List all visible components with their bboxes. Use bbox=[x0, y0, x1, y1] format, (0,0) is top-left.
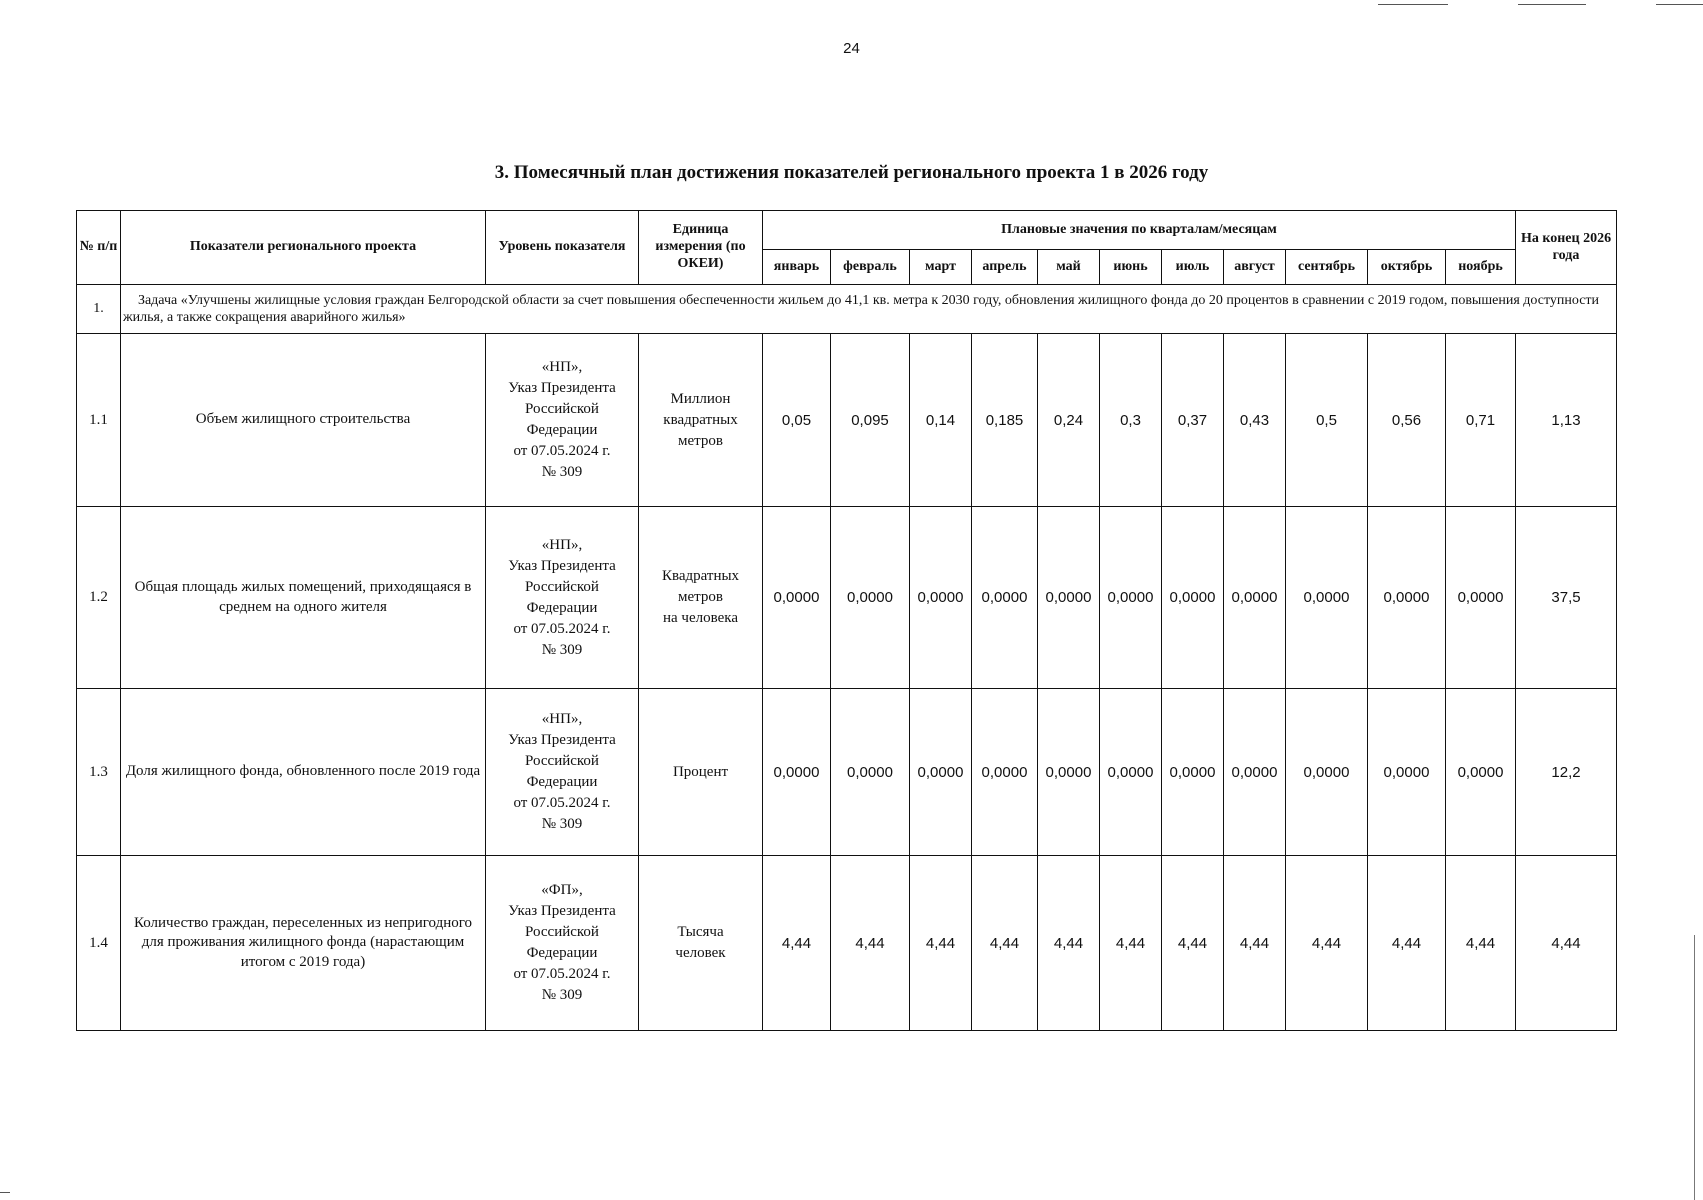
unit-line: Миллион bbox=[670, 390, 731, 407]
table-body bbox=[77, 285, 1617, 1031]
month-value: 0,0000 bbox=[1446, 689, 1516, 856]
header-month: февраль bbox=[831, 250, 910, 285]
table-row bbox=[77, 689, 1617, 856]
month-value: 0,0000 bbox=[972, 689, 1038, 856]
end-of-year-value: 4,44 bbox=[1516, 856, 1617, 1031]
level-line: Указ Президента bbox=[508, 903, 616, 919]
month-value: 0,0000 bbox=[763, 689, 831, 856]
indicator-level bbox=[486, 689, 639, 856]
indicator-unit bbox=[639, 689, 763, 856]
month-value: 0,0000 bbox=[1446, 507, 1516, 689]
month-value: 4,44 bbox=[1446, 856, 1516, 1031]
level-line: Федерации bbox=[526, 422, 598, 438]
month-value: 0,0000 bbox=[1038, 507, 1100, 689]
month-value: 4,44 bbox=[831, 856, 910, 1031]
month-value: 0,05 bbox=[763, 334, 831, 507]
header-month: март bbox=[910, 250, 972, 285]
month-value: 4,44 bbox=[1100, 856, 1162, 1031]
header-num: № п/п bbox=[77, 211, 121, 285]
header-month: октябрь bbox=[1368, 250, 1446, 285]
level-line: от 07.05.2024 г. bbox=[513, 795, 611, 811]
level-line: от 07.05.2024 г. bbox=[513, 443, 611, 459]
header-month: август bbox=[1224, 250, 1286, 285]
level-line: Российской bbox=[525, 578, 599, 595]
indicator-name: Общая площадь жилых помещений, приходящаяся в среднем на одного жителя bbox=[121, 507, 486, 689]
header-month: июнь bbox=[1100, 250, 1162, 285]
indicator-unit bbox=[639, 334, 763, 507]
month-value: 0,56 bbox=[1368, 334, 1446, 507]
unit-line: на человека bbox=[663, 610, 738, 626]
month-value: 0,0000 bbox=[763, 507, 831, 689]
level-line: Российской bbox=[525, 924, 599, 940]
monthly-plan-table bbox=[76, 210, 1617, 1031]
month-value: 4,44 bbox=[1368, 856, 1446, 1031]
month-value: 4,44 bbox=[1286, 856, 1368, 1031]
indicator-level bbox=[486, 507, 639, 689]
indicator-unit bbox=[639, 856, 763, 1031]
month-value: 4,44 bbox=[763, 856, 831, 1031]
month-value: 0,0000 bbox=[1224, 689, 1286, 856]
month-value: 0,5 bbox=[1286, 334, 1368, 507]
end-of-year-value: 37,5 bbox=[1516, 507, 1617, 689]
header-month: июль bbox=[1162, 250, 1224, 285]
page-number: 24 bbox=[843, 40, 860, 57]
level-line: № 309 bbox=[541, 816, 583, 832]
unit-line: Квадратных bbox=[661, 568, 740, 584]
level-line: Указ Президента bbox=[508, 557, 616, 574]
level-line: Федерации bbox=[526, 945, 598, 961]
month-value: 0,0000 bbox=[1162, 689, 1224, 856]
unit-line: Тысяча bbox=[677, 924, 724, 940]
month-value: 0,0000 bbox=[910, 689, 972, 856]
month-value: 0,0000 bbox=[1368, 507, 1446, 689]
top-rule-1 bbox=[1378, 4, 1448, 5]
level-line: Российской bbox=[525, 401, 599, 417]
unit-line: квадратных bbox=[663, 411, 738, 428]
month-value: 4,44 bbox=[1038, 856, 1100, 1031]
header-month: ноябрь bbox=[1446, 250, 1516, 285]
unit-line: метров bbox=[678, 432, 723, 449]
level-line: № 309 bbox=[541, 641, 583, 658]
month-value: 0,3 bbox=[1100, 334, 1162, 507]
top-rule-2 bbox=[1518, 4, 1586, 5]
level-line: № 309 bbox=[541, 464, 583, 480]
month-value: 0,0000 bbox=[1100, 689, 1162, 856]
month-value: 0,0000 bbox=[1224, 507, 1286, 689]
end-of-year-value: 12,2 bbox=[1516, 689, 1617, 856]
level-line: от 07.05.2024 г. bbox=[513, 620, 611, 637]
month-value: 0,14 bbox=[910, 334, 972, 507]
month-value: 0,0000 bbox=[1100, 507, 1162, 689]
row-number: 1.2 bbox=[77, 507, 121, 689]
top-rule-3 bbox=[1656, 4, 1703, 5]
indicator-name: Доля жилищного фонда, обновленного после 2019 года bbox=[121, 689, 486, 856]
indicator-level bbox=[486, 334, 639, 507]
month-value: 0,0000 bbox=[1162, 507, 1224, 689]
month-value: 4,44 bbox=[1224, 856, 1286, 1031]
header-planned-values: Плановые значения по кварталам/месяцам bbox=[763, 211, 1516, 250]
unit-line: метров bbox=[678, 589, 723, 605]
header-level: Уровень показателя bbox=[486, 211, 639, 285]
end-of-year-value: 1,13 bbox=[1516, 334, 1617, 507]
indicator-name: Количество граждан, переселенных из непригодного для проживания жилищного фонда (нарастающим итогом с 2019 года) bbox=[121, 856, 486, 1031]
month-value: 0,0000 bbox=[1286, 689, 1368, 856]
edge-rule bbox=[1694, 935, 1695, 1200]
indicator-level bbox=[486, 856, 639, 1031]
month-value: 0,0000 bbox=[972, 507, 1038, 689]
month-value: 0,095 bbox=[831, 334, 910, 507]
level-line: Федерации bbox=[526, 774, 598, 790]
month-value: 0,0000 bbox=[1368, 689, 1446, 856]
level-line: № 309 bbox=[541, 987, 583, 1003]
task-number: 1. bbox=[77, 285, 121, 334]
month-value: 4,44 bbox=[910, 856, 972, 1031]
month-value: 0,0000 bbox=[1038, 689, 1100, 856]
row-number: 1.4 bbox=[77, 856, 121, 1031]
month-value: 4,44 bbox=[972, 856, 1038, 1031]
level-line: Указ Президента bbox=[508, 380, 616, 396]
task-text: Задача «Улучшены жилищные условия граждан Белгородской области за счет повышения обеспеченности жильем до 41,1 кв. метра к 2030 году, обновления жилищного фонда до 20 процентов в сравнении с 2019 годом, повышения доступности жилья, а также сокращения аварийного жилья» bbox=[121, 285, 1617, 334]
month-value: 0,0000 bbox=[831, 689, 910, 856]
level-line: «НП», bbox=[541, 359, 583, 375]
month-value: 0,0000 bbox=[910, 507, 972, 689]
month-value: 0,185 bbox=[972, 334, 1038, 507]
row-number: 1.3 bbox=[77, 689, 121, 856]
header-month: апрель bbox=[972, 250, 1038, 285]
row-number: 1.1 bbox=[77, 334, 121, 507]
indicator-name: Объем жилищного строительства bbox=[121, 334, 486, 507]
table-row bbox=[77, 507, 1617, 689]
level-line: Российской bbox=[525, 753, 599, 769]
month-value: 0,0000 bbox=[831, 507, 910, 689]
header-end-of-year: На конец 2026 года bbox=[1516, 211, 1617, 285]
level-line: «НП», bbox=[541, 536, 583, 553]
month-value: 0,24 bbox=[1038, 334, 1100, 507]
document-title: 3. Помесячный план достижения показателей регионального проекта 1 в 2026 году bbox=[494, 162, 1209, 183]
header-unit: Единица измерения (по ОКЕИ) bbox=[639, 211, 763, 285]
level-line: от 07.05.2024 г. bbox=[513, 966, 611, 982]
header-indicator: Показатели регионального проекта bbox=[121, 211, 486, 285]
task-row bbox=[77, 285, 1617, 334]
month-value: 4,44 bbox=[1162, 856, 1224, 1031]
month-value: 0,37 bbox=[1162, 334, 1224, 507]
table-row bbox=[77, 856, 1617, 1031]
table-row bbox=[77, 334, 1617, 507]
header-month: сентябрь bbox=[1286, 250, 1368, 285]
month-value: 0,71 bbox=[1446, 334, 1516, 507]
level-line: Федерации bbox=[526, 599, 598, 616]
month-value: 0,43 bbox=[1224, 334, 1286, 507]
level-line: «ФП», bbox=[541, 882, 583, 898]
unit-line: человек bbox=[675, 945, 726, 961]
level-line: «НП», bbox=[541, 711, 583, 727]
margin-rule bbox=[0, 1192, 10, 1193]
level-line: Указ Президента bbox=[508, 732, 616, 748]
header-month: май bbox=[1038, 250, 1100, 285]
month-value: 0,0000 bbox=[1286, 507, 1368, 689]
header-month: январь bbox=[763, 250, 831, 285]
unit-line: Процент bbox=[672, 763, 729, 780]
indicator-unit bbox=[639, 507, 763, 689]
